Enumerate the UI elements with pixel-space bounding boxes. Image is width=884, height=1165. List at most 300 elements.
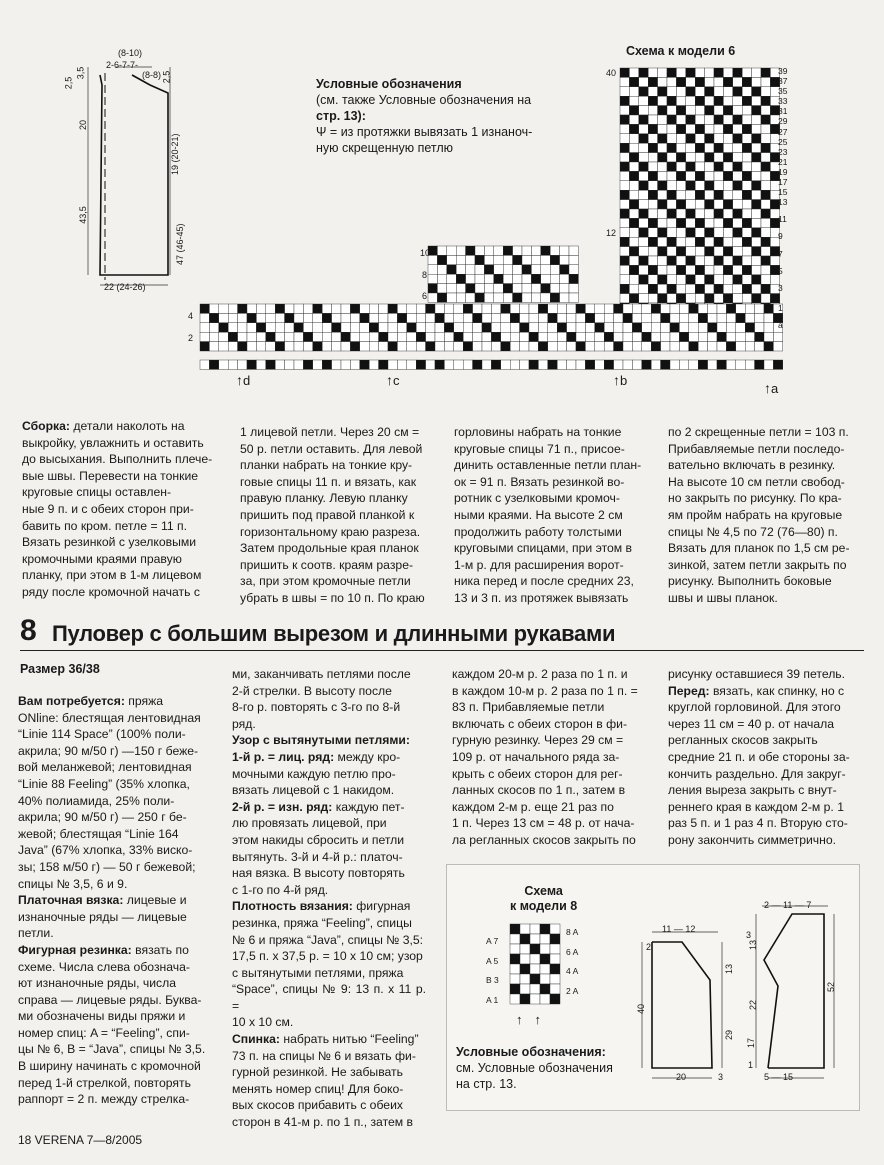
chart6-cell: [695, 209, 704, 218]
chart6-cell: [256, 332, 265, 341]
chart6-cell: [698, 332, 707, 341]
chart6-cell: [755, 304, 764, 313]
chart6-cell: [557, 313, 566, 322]
chart6-cell: [466, 284, 475, 293]
chart6-cell: [698, 313, 707, 322]
chart6-cell: [426, 304, 435, 313]
text-line: с вытянутыми петлями, пряжа: [232, 965, 404, 980]
chart6-cell: [705, 68, 714, 77]
right-row-label: 37: [778, 76, 788, 87]
chart6-cell: [745, 360, 754, 369]
chart6-cell: [733, 247, 742, 256]
front-h40: 40: [636, 1003, 647, 1015]
chart6-cell: [388, 342, 397, 351]
chart6-cell: [658, 209, 667, 218]
chart6-cell: [752, 200, 761, 209]
legend-line: (см. также Условные обозначения на: [316, 93, 532, 107]
text-line: рисунку. Выполнить боковые: [668, 574, 832, 589]
chart6-cell: [658, 87, 667, 96]
chart6-cell: [247, 323, 256, 332]
text-line: лю провязать лицевой, при: [232, 816, 387, 831]
chart6-cell: [723, 294, 732, 303]
chart6-cell: [667, 77, 676, 86]
chart6-cell: [726, 360, 735, 369]
sleeve-h52: 52: [826, 981, 837, 993]
chart6-cell: [667, 284, 676, 293]
chart8-cell: [520, 964, 530, 974]
chart6-cell: [228, 342, 237, 351]
chart6-cell: [658, 181, 667, 190]
chart6-cell: [629, 256, 638, 265]
chart6-cell: [714, 228, 723, 237]
chart6-cell: [454, 360, 463, 369]
chart6-cell: [752, 237, 761, 246]
chart6-cell: [620, 200, 629, 209]
chart6-cell: [723, 134, 732, 143]
chart8-cell: [550, 964, 560, 974]
text-line: справа — лицевые ряды. Буква-: [18, 992, 202, 1007]
chart6-cell: [658, 134, 667, 143]
chart6-cell: [745, 332, 754, 341]
chart6-cell: [752, 247, 761, 256]
chart6-cell: [708, 342, 717, 351]
front-h13: 13: [724, 963, 735, 975]
chart6-cell: [285, 323, 294, 332]
chart6-cell: [456, 246, 465, 255]
chart6-cell: [733, 87, 742, 96]
chart6-cell: [369, 332, 378, 341]
chart6-cell: [705, 237, 714, 246]
chart6-cell: [658, 228, 667, 237]
chart6-cell: [723, 171, 732, 180]
chart6-cell: [209, 313, 218, 322]
chart6-cell: [437, 246, 446, 255]
chart6-cell: [667, 143, 676, 152]
chart6-cell: [332, 342, 341, 351]
chart6-cell: [761, 153, 770, 162]
chart6-cell: [560, 246, 569, 255]
chart6-cell: [447, 246, 456, 255]
chart6-cell: [435, 360, 444, 369]
chart6-cell: [695, 265, 704, 274]
chart6-cell: [686, 190, 695, 199]
chart6-cell: [676, 153, 685, 162]
chart6-cell: [428, 274, 437, 283]
chart6-cell: [695, 162, 704, 171]
chart6-cell: [651, 360, 660, 369]
chart6-cell: [548, 332, 557, 341]
chart6-cell: [723, 106, 732, 115]
chart6-cell: [560, 293, 569, 302]
chart6-cell: [560, 274, 569, 283]
front-b2: 3: [718, 1072, 724, 1082]
legend8-line: см. Условные обозначения: [456, 1061, 613, 1075]
text-line: с 1-го по 4-й ряд.: [232, 882, 329, 897]
chart6-cell: [475, 246, 484, 255]
chart6-cell: [620, 190, 629, 199]
scheme8-title: [510, 884, 577, 914]
chart6-cell: [695, 228, 704, 237]
chart6-cell: [686, 106, 695, 115]
chart6-cell: [714, 162, 723, 171]
chart6-cell: [686, 153, 695, 162]
chart6-cell: [714, 284, 723, 293]
chart6-cell: [723, 181, 732, 190]
text-line: спицы № 4,5 по 72 (76—80) п.: [668, 524, 838, 539]
chart6-cell: [550, 255, 559, 264]
chart6-cell: [761, 96, 770, 105]
chart6-cell: [494, 246, 503, 255]
chart6-cell: [428, 284, 437, 293]
chart6-cell: [736, 304, 745, 313]
chart6-cell: [723, 77, 732, 86]
chart6-cell: [303, 360, 312, 369]
chart8-cell: [540, 974, 550, 984]
chart6-cell: [560, 255, 569, 264]
chart6-cell: [752, 134, 761, 143]
chart6-cell: [228, 332, 237, 341]
chart6-cell: [435, 332, 444, 341]
chart6-cell: [473, 342, 482, 351]
chart6-cell: [491, 342, 500, 351]
chart6-cell: [567, 360, 576, 369]
chart6-cell: [661, 332, 670, 341]
chart6-cell: [752, 294, 761, 303]
front-top: 11 — 12: [662, 924, 696, 934]
text-line: схеме. Числа слева обознача-: [18, 959, 190, 974]
chart6-cell: [473, 313, 482, 322]
chart6-cell: [475, 274, 484, 283]
chart6-cell: [648, 218, 657, 227]
chart6-cell: [708, 304, 717, 313]
chart6-cell: [755, 342, 764, 351]
chart6-cell: [369, 323, 378, 332]
chart6-cell: [695, 190, 704, 199]
text-line: цы № 6, B = “Java”, спицы № 3,5.: [18, 1042, 206, 1057]
chart6-cell: [522, 274, 531, 283]
chart6-cell: [686, 247, 695, 256]
chart8-cell: [510, 934, 520, 944]
chart6-cell: [658, 68, 667, 77]
chart6-cell: [567, 332, 576, 341]
chart6-cell: [407, 360, 416, 369]
chart8-left: A 7: [486, 936, 499, 946]
text-line: Плотность вязания: фигурная: [232, 899, 411, 914]
text-line: круговые спицы 71 п., присое-: [454, 441, 625, 456]
chart6-cell: [200, 304, 209, 313]
chart6-cell: [752, 265, 761, 274]
chart6-cell: [698, 360, 707, 369]
chart6-cell: [695, 87, 704, 96]
chart6-cell: [463, 342, 472, 351]
text-line: 40% полиамида, 25% поли-: [18, 793, 175, 808]
chart6-cell: [491, 313, 500, 322]
legend-line: стр. 13):: [316, 109, 366, 123]
chart6-cell: [708, 332, 717, 341]
text-line: Затем продольные края планок: [240, 541, 419, 556]
chart6-cell: [595, 342, 604, 351]
chart6-cell: [742, 134, 751, 143]
chart6-cell: [742, 115, 751, 124]
chart6-cell: [435, 313, 444, 322]
chart6-cell: [435, 304, 444, 313]
right-row-label: 29: [778, 116, 788, 127]
chart6-cell: [379, 323, 388, 332]
chart6-cell: [648, 134, 657, 143]
chart8-cell: [530, 944, 540, 954]
chart6-cell: [491, 304, 500, 313]
chart6-cell: [620, 68, 629, 77]
chart6-cell: [209, 323, 218, 332]
chart6-cell: [670, 360, 679, 369]
chart6-cell: [541, 274, 550, 283]
chart6-cell: [426, 313, 435, 322]
chart6-cell: [303, 332, 312, 341]
chart6-cell: [503, 246, 512, 255]
chart6-cell: [676, 143, 685, 152]
chart6-cell: [752, 96, 761, 105]
chart6-cell: [648, 256, 657, 265]
chart6-cell: [733, 124, 742, 133]
text-line: Спинка: набрать нитью “Feeling”: [232, 1032, 419, 1047]
chart6-cell: [538, 304, 547, 313]
dim-top: (8-10): [118, 48, 143, 58]
text-line: планку, при этом в 1-м лицевом: [22, 568, 202, 583]
text-line: ла регланных скосов закрыть по: [452, 832, 636, 847]
chart6-cell: [733, 171, 742, 180]
chart6-cell: [705, 190, 714, 199]
text-line: ONline: блестящая лентовидная: [18, 710, 201, 725]
chart6-cell: [667, 209, 676, 218]
chart6-cell: [585, 304, 594, 313]
text-line: 109 р. от начального ряда за-: [452, 749, 620, 764]
chart6-cell: [761, 218, 770, 227]
chart6-cell: [642, 304, 651, 313]
chart6-cell: [705, 228, 714, 237]
chart6-cell: [670, 342, 679, 351]
chart6-cell: [629, 209, 638, 218]
chart6-cell: [620, 181, 629, 190]
chart6-cell: [285, 332, 294, 341]
chart6-cell: [466, 274, 475, 283]
text-line: планки набрать на тонкие кру-: [240, 458, 413, 473]
chart6-cell: [454, 342, 463, 351]
text-line: пришить к соотв. краям разре-: [240, 557, 414, 572]
chart6-cell: [632, 304, 641, 313]
legend-line: Ψ = из протяжки вывязать 1 изнаноч-: [316, 125, 533, 139]
chart6-cell: [686, 134, 695, 143]
text-line: ям пройм набрать на круговые: [668, 507, 843, 522]
chart6-cell: [667, 228, 676, 237]
legend8-title: Условные обозначения:: [456, 1045, 606, 1059]
chart6-cell: [548, 360, 557, 369]
chart6-cell: [752, 77, 761, 86]
chart6-cell: [548, 304, 557, 313]
text-line: этом накиды сбросить и петли: [232, 832, 405, 847]
chart6-cell: [695, 275, 704, 284]
front-h29: 29: [724, 1029, 735, 1041]
chart6-cell: [648, 153, 657, 162]
chart6-cell: [733, 209, 742, 218]
chart6-cell: [407, 342, 416, 351]
text-line: реннего края в каждом 2-м р. 1: [668, 799, 844, 814]
section-8-heading: [20, 614, 864, 651]
chart6-cell: [695, 181, 704, 190]
chart8-cell: [510, 944, 520, 954]
chart6-cell: [726, 323, 735, 332]
chart6-cell: [745, 323, 754, 332]
chart6-cell: [658, 256, 667, 265]
chart6-cell: [695, 294, 704, 303]
chart6-cell: [285, 342, 294, 351]
chart6-cell: [745, 304, 754, 313]
chart6-cell: [313, 360, 322, 369]
chart6-cell: [576, 304, 585, 313]
chart6-cell: [513, 293, 522, 302]
chart6-cell: [576, 323, 585, 332]
chart8-cell: [530, 954, 540, 964]
chart6-cell: [742, 237, 751, 246]
chart6-cell: [705, 247, 714, 256]
chart6-cell: [667, 124, 676, 133]
chart6-cell: [761, 237, 770, 246]
chart6-cell: [717, 323, 726, 332]
dim-right-47: 47 (46-45): [175, 223, 185, 265]
chart6-cell: [736, 342, 745, 351]
right-row-label: 15: [778, 187, 788, 198]
chart6-cell: [475, 284, 484, 293]
chart6-cell: [708, 313, 717, 322]
chart6-cell: [266, 360, 275, 369]
text-column-1: [22, 418, 218, 601]
chart8-cell: [520, 954, 530, 964]
legend8-line: на стр. 13.: [456, 1077, 517, 1091]
chart6-cell: [670, 332, 679, 341]
arrow-label-a: a: [771, 381, 779, 396]
chart6-cell: [639, 181, 648, 190]
chart6-cell: [651, 342, 660, 351]
s8-column-3: [452, 666, 646, 849]
text-line: ок = 91 п. Вязать резинкой во-: [454, 474, 625, 489]
chart6-cell: [714, 209, 723, 218]
text-line: бавить по кром. петле = 11 п.: [22, 518, 187, 533]
chart8-cell: [550, 944, 560, 954]
chart6-cell: [726, 342, 735, 351]
chart6-cell: [723, 124, 732, 133]
chart6-cell: [219, 360, 228, 369]
chart6-cell: [761, 284, 770, 293]
chart8-cell: [540, 994, 550, 1004]
chart6-cell: [247, 304, 256, 313]
arrow-label-d: d: [243, 373, 251, 388]
chart6-cell: [679, 332, 688, 341]
chart6-cell: [620, 124, 629, 133]
chart6-cell: [585, 342, 594, 351]
text-line: 1-й р. = лиц. ряд: между кро-: [232, 749, 401, 764]
chart6-cell: [560, 265, 569, 274]
chart6-cell: [456, 274, 465, 283]
chart6-cell: [604, 342, 613, 351]
chart6-cell: [676, 124, 685, 133]
text-line: вых скосов прибавить с обеих: [232, 1098, 403, 1113]
chart6-cell: [761, 77, 770, 86]
chart6-cell: [629, 143, 638, 152]
chart6-cell: [585, 360, 594, 369]
chart6-cell: [752, 162, 761, 171]
chart6-cell: [428, 265, 437, 274]
chart6-cell: [648, 77, 657, 86]
chart6-cell: [714, 200, 723, 209]
chart6-cell: [764, 323, 773, 332]
chart6-cell: [620, 106, 629, 115]
chart6-cell: [752, 143, 761, 152]
text-line: динить оставленные петли план-: [454, 458, 642, 473]
chart6-cell: [676, 171, 685, 180]
text-column-2: [240, 424, 432, 607]
chart8-cell: [510, 994, 520, 1004]
chart6-cell: [686, 181, 695, 190]
chart6-cell: [686, 256, 695, 265]
chart6-cell: [275, 360, 284, 369]
chart6-cell: [717, 342, 726, 351]
chart6-cell: [658, 190, 667, 199]
text-line: “Linie 88 Feeling” (35% хлопка,: [18, 776, 190, 791]
chart6-cell: [733, 294, 742, 303]
text-line: акрила; 90 м/50 г) — 250 г бе-: [18, 810, 187, 825]
chart6-cell: [332, 360, 341, 369]
chart6-cell: [629, 275, 638, 284]
chart8-cell: [550, 924, 560, 934]
chart6-cell: [733, 134, 742, 143]
chart6-cell: [639, 228, 648, 237]
chart6-cell: [723, 190, 732, 199]
chart6-cell: [632, 313, 641, 322]
dim-left-20: 20: [78, 119, 89, 131]
chart6-cell: [686, 124, 695, 133]
chart6-cell: [764, 342, 773, 351]
chart6-cell: [200, 332, 209, 341]
row-label: 8: [422, 270, 428, 280]
chart6-cell: [501, 323, 510, 332]
chart6-cell: [639, 200, 648, 209]
chart6-cell: [676, 294, 685, 303]
chart6-cell: [266, 323, 275, 332]
text-line: горизонтальному краю разреза.: [240, 524, 421, 539]
chart6-cell: [742, 68, 751, 77]
chart6-cell: [733, 190, 742, 199]
chart6-cell: [388, 313, 397, 322]
right-row-label: 27: [778, 126, 788, 137]
chart6-cell: [686, 218, 695, 227]
chart8-left: B 3: [486, 975, 499, 985]
chart8-cell: [520, 934, 530, 944]
chart6-cell: [491, 332, 500, 341]
chart8-cell: [540, 954, 550, 964]
chart6-cell: [705, 265, 714, 274]
chart6-cell: [717, 313, 726, 322]
chart6-cell: [689, 360, 698, 369]
chart6-cell: [658, 237, 667, 246]
chart6-cell: [397, 342, 406, 351]
chart6-cell: [629, 171, 638, 180]
chart6-cell: [639, 153, 648, 162]
text-line: На высоте 10 см петли свобод-: [668, 474, 845, 489]
chart6-cell: [285, 360, 294, 369]
chart6-cell: [228, 323, 237, 332]
chart6-cell: [695, 153, 704, 162]
chart6-cell: [705, 200, 714, 209]
chart6-cell: [761, 228, 770, 237]
